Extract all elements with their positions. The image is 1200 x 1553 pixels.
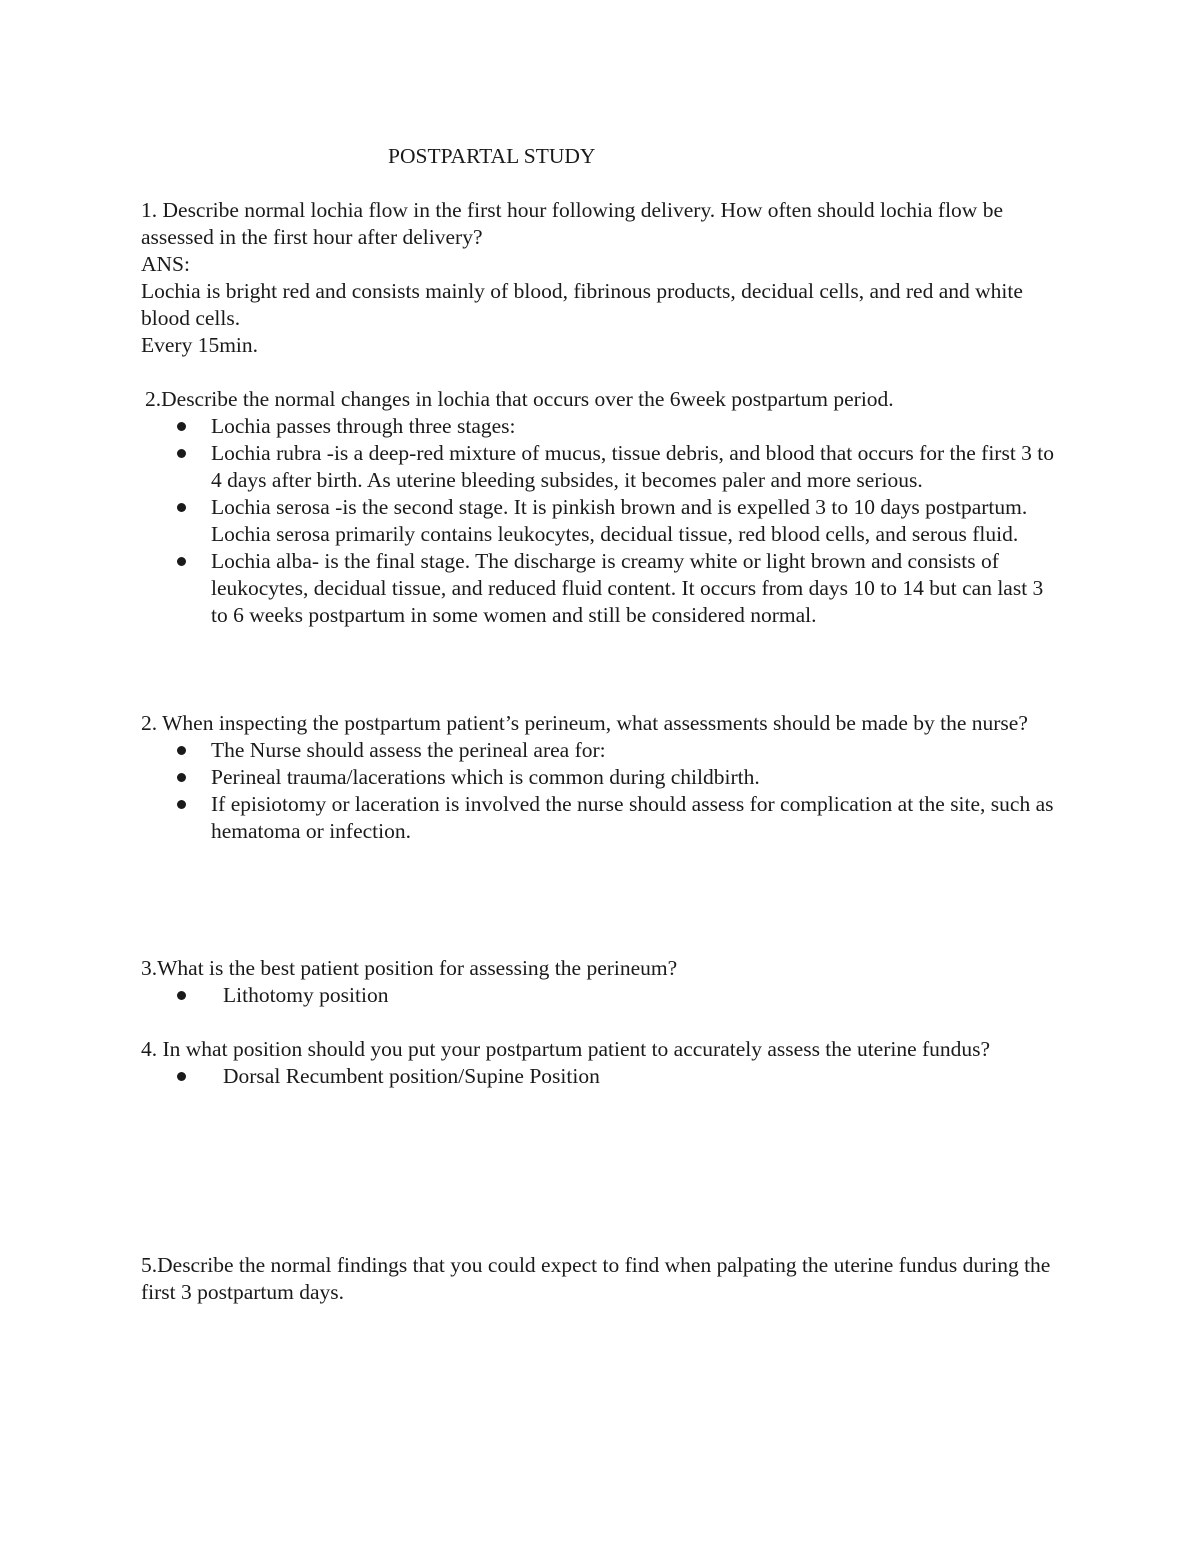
list-item: Lochia passes through three stages: <box>141 413 1061 440</box>
question-2b-section <box>141 710 1061 845</box>
bullet-icon <box>177 1072 186 1081</box>
question-3-text: 3.What is the best patient position for assessing the perineum? <box>141 956 678 980</box>
list-item: Lochia alba- is the final stage. The discharge is creamy white or light brown and consists of leukocytes, decidual tissue, and reduced fluid content. It occurs from days 10 to 14 but can last 3 to 6 weeks postpartum in some women and still be considered normal. <box>141 548 1061 629</box>
question-4-text: 4. In what position should you put your postpartum patient to accurately assess the uterine fundus? <box>141 1037 991 1061</box>
bullet-list <box>141 737 1061 845</box>
answer-1-line: Lochia is bright red and consists mainly of blood, fibrinous products, decidual cells, and red and white blood cells. <box>141 279 1023 330</box>
bullet-list <box>141 413 1061 629</box>
question-5-section <box>141 1252 1061 1306</box>
question-1-section <box>141 197 1061 359</box>
answer-label: ANS: <box>141 252 190 276</box>
list-item: Lithotomy position <box>141 982 1061 1009</box>
question-3-section <box>141 955 1061 1009</box>
question-4-section <box>141 1036 1061 1090</box>
list-item: Dorsal Recumbent position/Supine Position <box>141 1063 1061 1090</box>
question-1-text: 1. Describe normal lochia flow in the first hour following delivery. How often should lochia flow be assessed in the first hour after delivery? <box>141 198 1003 249</box>
list-item: Perineal trauma/lacerations which is common during childbirth. <box>141 764 1061 791</box>
bullet-icon <box>177 773 186 782</box>
question-2a-text: 2.Describe the normal changes in lochia that occurs over the 6week postpartum period. <box>145 387 894 411</box>
bullet-icon <box>177 800 186 809</box>
list-item: If episiotomy or laceration is involved the nurse should assess for complication at the site, such as hematoma or infection. <box>141 791 1061 845</box>
list-item: Lochia rubra -is a deep-red mixture of mucus, tissue debris, and blood that occurs for the first 3 to 4 days after birth. As uterine bleeding subsides, it becomes paler and more serious. <box>141 440 1061 494</box>
list-item: Lochia serosa -is the second stage. It is pinkish brown and is expelled 3 to 10 days postpartum. Lochia serosa primarily contains leukocytes, decidual tissue, red blood cells, and serous fluid. <box>141 494 1061 548</box>
bullet-icon <box>177 449 186 458</box>
bullet-icon <box>177 991 186 1000</box>
question-2a-section <box>141 386 1061 629</box>
list-item: The Nurse should assess the perineal area for: <box>141 737 1061 764</box>
question-5-text: 5.Describe the normal findings that you could expect to find when palpating the uterine fundus during the first 3 postpartum days. <box>141 1253 1051 1304</box>
bullet-icon <box>177 746 186 755</box>
bullet-icon <box>177 422 186 431</box>
bullet-list <box>141 982 1061 1009</box>
answer-1-line: Every 15min. <box>141 333 259 357</box>
page-title: POSTPARTAL STUDY <box>388 144 596 168</box>
bullet-icon <box>177 503 186 512</box>
bullet-icon <box>177 557 186 566</box>
bullet-list <box>141 1063 1061 1090</box>
question-2b-text: 2. When inspecting the postpartum patient’s perineum, what assessments should be made by the nurse? <box>141 711 1028 735</box>
